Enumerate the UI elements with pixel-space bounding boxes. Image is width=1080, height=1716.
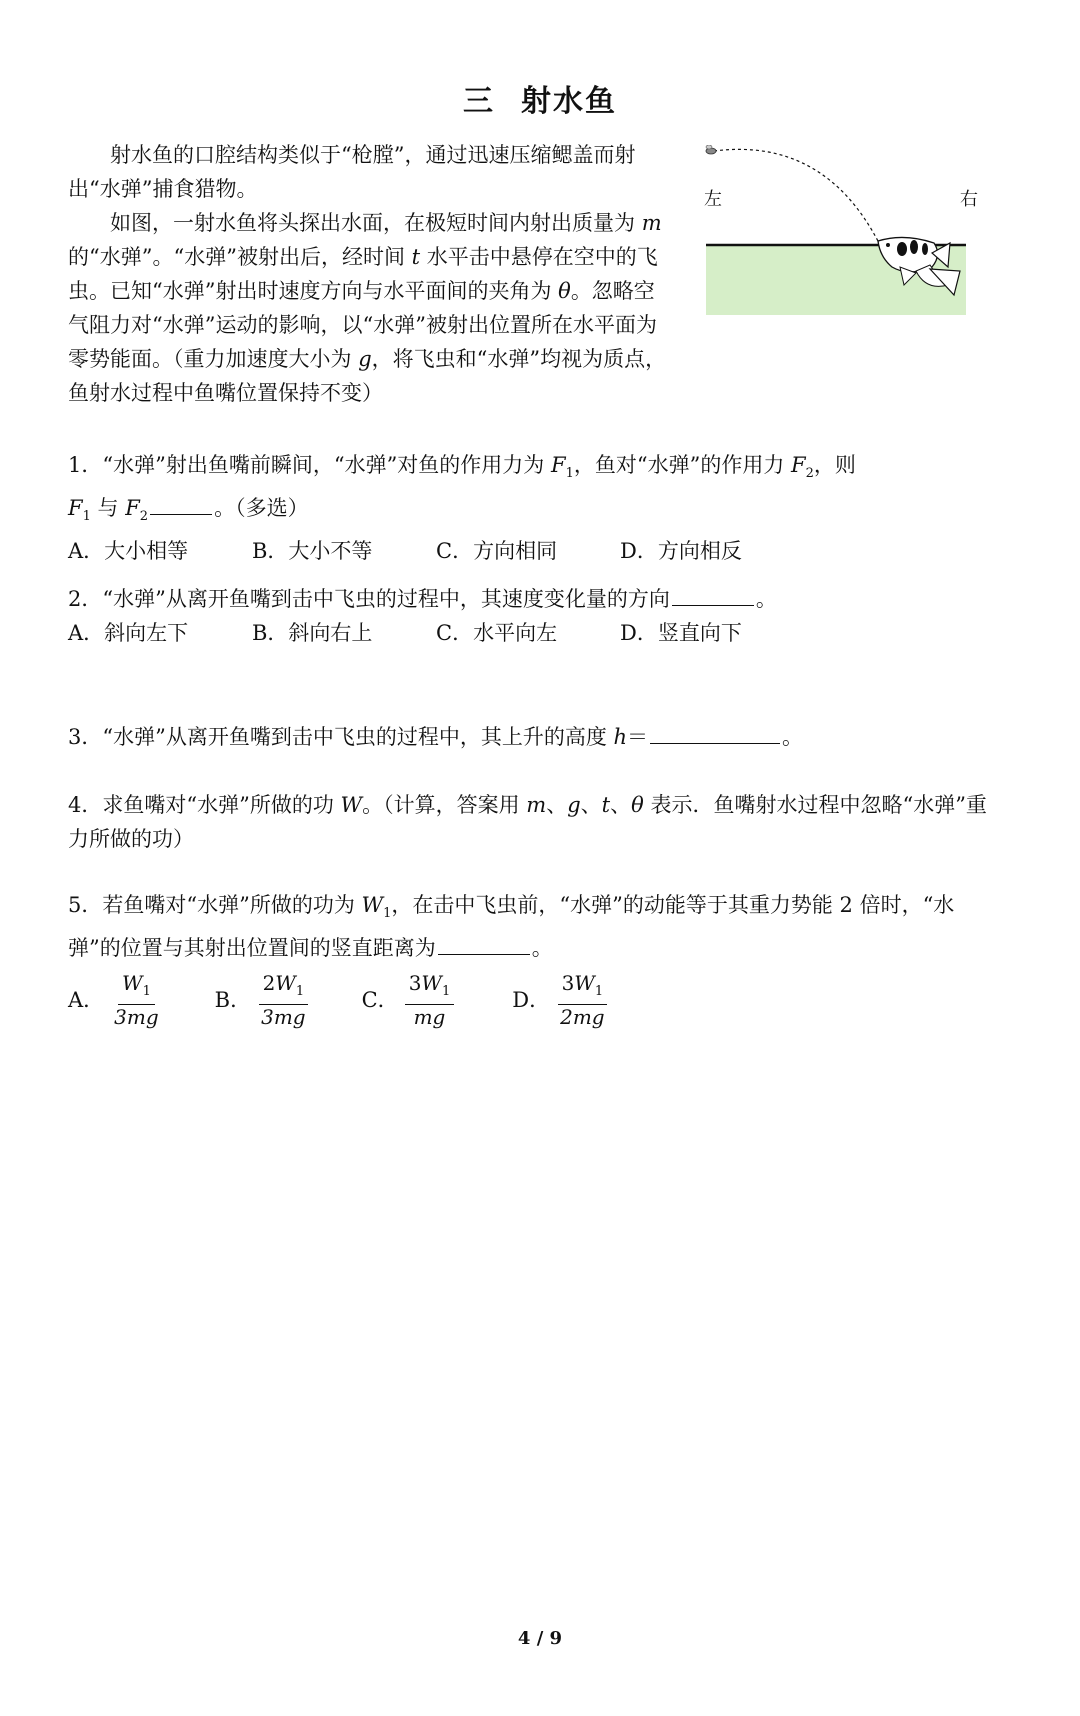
page-number: 4 / 9 <box>517 1628 563 1649</box>
q2-end: 。 <box>755 587 777 611</box>
q3-end: 。 <box>782 725 804 749</box>
answer-blank[interactable] <box>438 953 530 955</box>
question-1-stem <box>68 448 988 534</box>
question-4-stem <box>68 788 988 856</box>
num-var: W <box>275 971 296 996</box>
var-g: g <box>358 347 372 371</box>
intro-passage <box>68 138 988 410</box>
question-5-stem <box>68 888 988 965</box>
q1-text-d: 与 <box>90 496 126 521</box>
denominator: 3mg <box>114 1005 159 1030</box>
fraction <box>405 971 455 1029</box>
question-2-stem <box>68 582 988 616</box>
var-F1-b: F <box>68 496 83 521</box>
q4-text-b: 。（计算，答案用 <box>362 793 527 817</box>
question-3-stem <box>68 720 988 754</box>
option-label: A． <box>68 988 105 1013</box>
question-2-options <box>68 616 988 650</box>
option-label: B． <box>214 988 252 1013</box>
option-b[interactable]: B．斜向右上 <box>252 621 373 645</box>
answer-blank[interactable] <box>150 513 212 515</box>
option-a[interactable] <box>68 971 163 1029</box>
q1-text-c: ，则 <box>813 453 856 477</box>
sub-2: 2 <box>805 466 814 482</box>
denominator: 3mg <box>261 1005 306 1030</box>
option-c[interactable]: C．水平向左 <box>436 621 558 645</box>
var-g: g <box>567 793 581 817</box>
intro-text-2b: 的“水弹”。“水弹”被射出后，经时间 <box>68 245 412 269</box>
section-name: 射水鱼 <box>521 84 617 119</box>
question-1 <box>68 448 988 568</box>
fraction <box>110 971 163 1029</box>
option-a[interactable]: A．大小相等 <box>68 539 189 564</box>
var-F2-b: F <box>125 496 140 521</box>
intro-text-1: 射水鱼的口腔结构类似于“枪膛”，通过迅速压缩鳃盖而射出“水弹”捕食猎物。 <box>68 143 636 201</box>
numerator <box>558 971 608 1005</box>
var-W: W <box>340 793 363 817</box>
q5-text-a: 5．若鱼嘴对“水弹”所做的功为 <box>68 893 362 917</box>
num-var: W <box>574 971 595 996</box>
right-label: 右 <box>960 189 978 210</box>
num-sub: 1 <box>295 984 305 1000</box>
question-5-options <box>68 971 988 1029</box>
var-m: m <box>641 211 662 235</box>
q3-text: 3．“水弹”从离开鱼嘴到击中飞虫的过程中，其上升的高度 <box>68 725 614 749</box>
option-d[interactable]: D．竖直向下 <box>620 621 742 645</box>
option-c[interactable] <box>362 971 455 1029</box>
section-title <box>0 76 1080 120</box>
var-h: h <box>613 725 628 749</box>
left-label: 左 <box>704 189 722 210</box>
option-a[interactable]: A．斜向左下 <box>68 621 189 645</box>
intro-text-2a: 如图，一射水鱼将头探出水面，在极短时间内射出质量为 <box>110 211 642 235</box>
q4-text-a: 4．求鱼嘴对“水弹”所做的功 <box>68 793 341 817</box>
var-F1: F <box>550 453 566 477</box>
q2-text: 2．“水弹”从离开鱼嘴到击中飞虫的过程中，其速度变化量的方向 <box>68 587 670 611</box>
numerator <box>405 971 455 1005</box>
var-W1: W <box>361 893 384 917</box>
option-b[interactable] <box>215 971 310 1029</box>
q1-text-b: ，鱼对“水弹”的作用力 <box>573 453 791 477</box>
question-4 <box>68 788 988 856</box>
question-5 <box>68 888 988 1029</box>
section-number: 三 <box>463 84 495 119</box>
intro-text-2c: 水平击中悬停在空中的飞虫。已知“水弹”射出时速度方向与水平面间的夹角为 <box>68 245 658 303</box>
sub-1: 1 <box>565 466 574 482</box>
q4-sep-3: 、 <box>610 793 632 817</box>
q4-sep-2: 、 <box>580 793 602 817</box>
var-t: t <box>411 245 421 269</box>
num-sub: 1 <box>594 984 604 1000</box>
num-sub: 1 <box>142 984 151 1000</box>
question-1-options <box>68 534 988 568</box>
num-sub: 1 <box>441 984 451 1000</box>
option-d[interactable]: D．方向相反 <box>620 539 742 564</box>
q1-text-e: 。（多选） <box>214 496 309 521</box>
option-d[interactable] <box>512 971 608 1029</box>
sub-2-b: 2 <box>139 509 149 525</box>
fraction <box>257 971 310 1029</box>
fraction <box>556 971 609 1029</box>
num-var: W <box>122 971 143 996</box>
question-3 <box>68 720 988 754</box>
question-2 <box>68 582 988 650</box>
var-t: t <box>601 793 611 817</box>
answer-blank[interactable] <box>650 742 780 744</box>
answer-blank[interactable] <box>672 604 754 606</box>
sub-1: 1 <box>383 906 392 922</box>
var-theta: θ <box>558 279 571 303</box>
intro-text-2e: ，将飞虫和“水弹”均视为质点，鱼射水过程中鱼嘴位置保持不变） <box>68 347 667 405</box>
q4-sep-1: 、 <box>546 793 568 817</box>
num-coef: 3 <box>561 971 575 996</box>
option-label: C． <box>361 988 399 1013</box>
option-b[interactable]: B．大小不等 <box>252 539 373 564</box>
q3-eq: ＝ <box>627 725 649 749</box>
numerator <box>259 971 309 1005</box>
q5-text-b: ，在击中飞虫前，“水弹”的动能等于其重力势能 2 倍时，“水弹”的位置与其射出位置间的竖直距离为 <box>68 893 955 961</box>
sub-1-b: 1 <box>82 509 91 525</box>
option-c[interactable]: C．方向相同 <box>436 539 558 564</box>
denominator: mg <box>413 1005 446 1030</box>
denominator: 2mg <box>560 1005 605 1030</box>
q5-end: 。 <box>531 936 553 961</box>
numerator <box>118 971 155 1005</box>
option-label: D． <box>512 988 551 1013</box>
q4-text-c: 表示．鱼嘴射水过程中忽略“水弹”重力所做的功） <box>68 793 987 851</box>
q1-text-a: 1．“水弹”射出鱼嘴前瞬间，“水弹”对鱼的作用力为 <box>68 453 551 477</box>
num-coef: 3 <box>408 971 422 996</box>
var-theta: θ <box>631 793 644 817</box>
intro-text-2d: 。忽略空气阻力对“水弹”运动的影响，以“水弹”被射出位置所在水平面为零势能面。（重力加速度大小为 <box>68 279 657 371</box>
var-m: m <box>526 793 547 817</box>
var-F2: F <box>791 453 806 477</box>
num-var: W <box>421 971 442 996</box>
num-coef: 2 <box>262 971 276 996</box>
